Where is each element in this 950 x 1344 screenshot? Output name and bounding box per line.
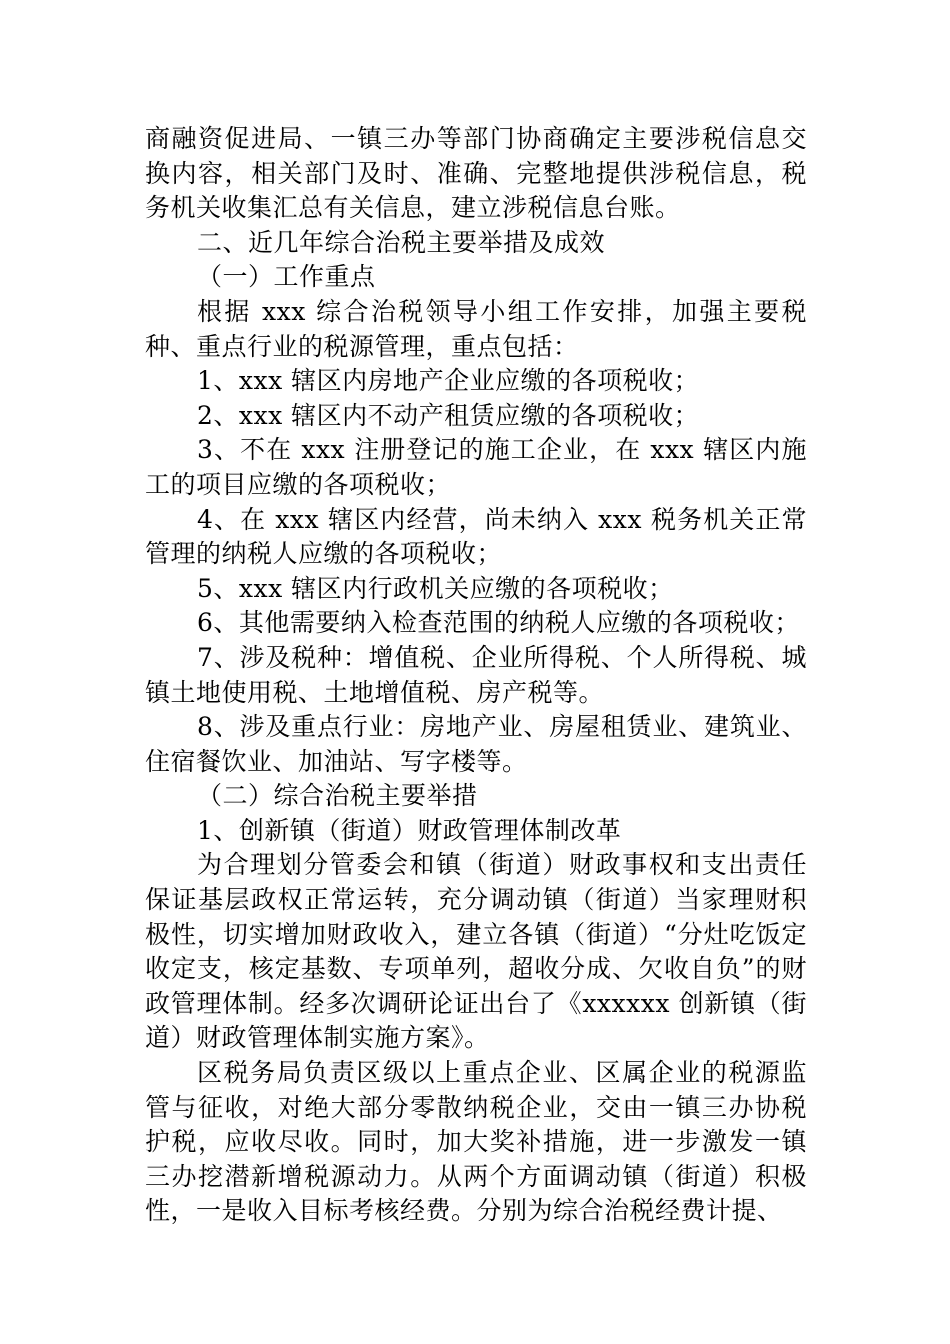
paragraph-continuation: 商融资促进局、一镇三办等部门协商确定主要涉税信息交换内容，相关部门及时、准确、完整地提供涉税信息，税务机关收集汇总有关信息，建立涉税信息台账。 [145,124,807,223]
document-page [145,122,807,1229]
list-item-2: 2、xxx 辖区内不动产租赁应缴的各项税收； [197,400,700,430]
list-item-7: 7、涉及税种：增值税、企业所得税、个人所得税、城镇土地使用税、土地增值税、房产税等。 [145,642,807,707]
list-item-1: 1、xxx 辖区内房地产企业应缴的各项税收； [197,366,700,396]
paragraph-tax-bureau: 区税务局负责区级以上重点企业、区属企业的税源监管与征收，对绝大部分零散纳税企业，交由一镇三办协税护税，应收尽收。同时，加大奖补措施，进一步激发一镇三办挖潜新增税源动力。从两个方面调动镇（街道）积极性，一是收入目标考核经费。分别为综合治税经费计提、 [145,1058,807,1226]
subsection-heading-2: （二）综合治税主要举措 [197,781,478,811]
list-item-5: 5、xxx 辖区内行政机关应缴的各项税收； [197,573,674,603]
paragraph-intro: 根据 xxx 综合治税领导小组工作安排，加强主要税种、重点行业的税源管理，重点包括： [145,296,807,361]
measure-heading-1: 1、创新镇（街道）财政管理体制改革 [197,815,622,845]
subsection-heading-1: （一）工作重点 [197,262,376,292]
list-item-6: 6、其他需要纳入检查范围的纳税人应缴的各项税收； [197,608,800,638]
list-item-8: 8、涉及重点行业：房地产业、房屋租赁业、建筑业、住宿餐饮业、加油站、写字楼等。 [145,712,807,776]
list-item-3: 3、不在 xxx 注册登记的施工企业，在 xxx 辖区内施工的项目应缴的各项税收； [145,435,807,499]
section-heading-2: 二、近几年综合治税主要举措及成效 [197,227,606,257]
paragraph-reform: 为合理划分管委会和镇（街道）财政事权和支出责任保证基层政权正常运转，充分调动镇（街道）当家理财积极性，切实增加财政收入，建立各镇（街道）“分灶吃饭定收定支，核定基数、专项单列，超收分成、欠收自负”的财政管理体制。经多次调研论证出台了《xxxxxx 创新镇（街道）财政管理体制实施方案》。 [145,850,807,1053]
list-item-4: 4、在 xxx 辖区内经营，尚未纳入 xxx 税务机关正常管理的纳税人应缴的各项税收； [145,504,807,569]
